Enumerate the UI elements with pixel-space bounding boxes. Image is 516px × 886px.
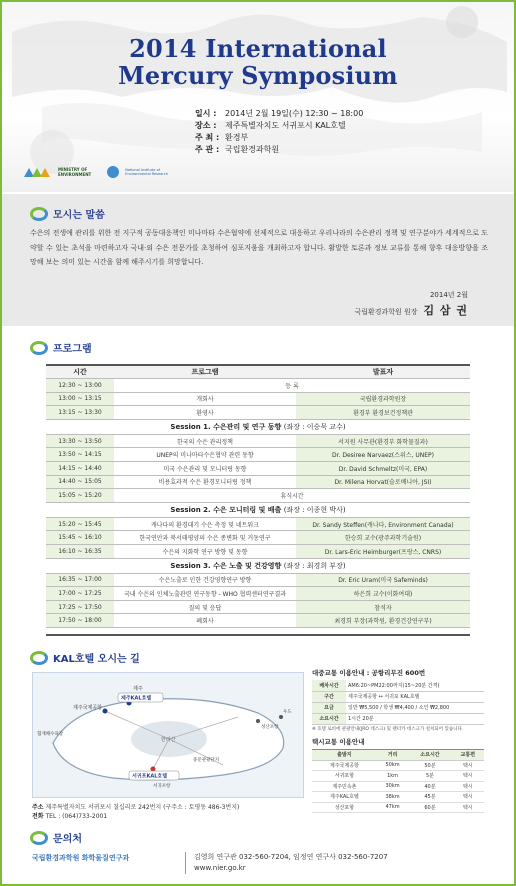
taxi-table [312, 749, 484, 814]
map-label-airport: 제주국제공항 [73, 705, 102, 711]
title-line-2: Mercury Symposium [118, 61, 398, 90]
session-title [46, 558, 470, 573]
cell-program: 질의 및 응답 [114, 600, 296, 614]
program-body [46, 379, 470, 628]
program-heading [30, 340, 92, 355]
cell-time: 16:35 ~ 17:00 [46, 573, 114, 587]
taxi-cell: 성산포항 [312, 802, 377, 813]
world-map-background [2, 2, 514, 192]
taxi-cell: 50km [377, 760, 409, 771]
cell-time: 13:30 ~ 13:50 [46, 434, 114, 448]
session-name: Session 1. 수은관리 및 연구 동향 [170, 422, 282, 431]
date-label: 일시 : [195, 109, 217, 118]
jeju-map [32, 672, 304, 798]
cell-program: 개회사 [114, 392, 296, 406]
cell-time: 15:20 ~ 15:45 [46, 517, 114, 531]
table-row [46, 448, 470, 462]
taxi-cell: 60분 [408, 802, 451, 813]
ministry-logo-icon [22, 165, 52, 179]
bus-value: 1시간 20분 [346, 713, 484, 724]
table-row [46, 462, 470, 476]
bus-key: 구간 [312, 691, 346, 702]
program-title: 프로그램 [53, 344, 92, 355]
cell-program: 폐회사 [114, 614, 296, 628]
session-chair: (좌장 : 이승묵 교수) [283, 422, 346, 431]
bus-value: 제주국제공항 ↔ 서귀포 KAL호텔 [346, 691, 484, 702]
section-ring-icon [30, 207, 48, 221]
table-row [46, 573, 470, 587]
signer-name: 김 삼 권 [423, 304, 468, 317]
session-name: Session 3. 수은 노출 및 건강영향 [170, 561, 282, 570]
address-value: 제주특별자치도 서귀포시 칠십리로 242번지 (구주소 : 토평동 486-3번지) [45, 804, 240, 811]
map-label-kal-jeju: 제주KAL호텔 [121, 695, 152, 702]
cell-speaker: Dr. Milena Horvat(슬로베니아, JSI) [296, 475, 470, 489]
session-title [46, 502, 470, 517]
taxi-cell: 제주국제공항 [312, 760, 377, 771]
taxi-cell: 택시 [452, 771, 484, 782]
place-value: 제주특별자치도 서귀포시 KAL호텔 [225, 121, 346, 130]
section-ring-icon [30, 831, 48, 845]
section-ring-icon [30, 341, 48, 355]
taxi-cell: 45분 [408, 792, 451, 803]
table-row [46, 614, 470, 628]
map-label-jeju: 제주 [133, 686, 143, 692]
taxi-cell: 서귀포항 [312, 771, 377, 782]
signer-role: 국립환경과학원 원장 [354, 308, 418, 316]
table-row [46, 434, 470, 448]
bus-key: 소요시간 [312, 713, 346, 724]
cell-speaker: Dr. Sandy Steffen(캐나다, Environment Canada) [296, 517, 470, 531]
cell-program: 한국연안과 북서태평양의 수은 종변화 및 거동연구 [114, 531, 296, 545]
taxi-cell: 제주민속촌 [312, 781, 377, 792]
cell-time: 17:00 ~ 17:25 [46, 587, 114, 601]
table-row [46, 531, 470, 545]
table-row [46, 392, 470, 406]
table-row [46, 600, 470, 614]
table-row [46, 379, 470, 393]
taxi-row [312, 792, 484, 803]
session-title [46, 419, 470, 434]
cell-program: 캐나다의 환경대기 수은 측정 및 네트워크 [114, 517, 296, 531]
cell-speaker: 환경부 환경보건정책관 [296, 406, 470, 420]
place-label: 장소 : [195, 121, 217, 130]
cell-program: 환영사 [114, 406, 296, 420]
map-label-center: 한라산 [161, 737, 176, 743]
bus-row [312, 713, 484, 724]
table-row [46, 587, 470, 601]
map-label-udo: 우도 [283, 710, 292, 715]
header-time: 시간 [46, 365, 114, 379]
cell-time: 14:40 ~ 15:05 [46, 475, 114, 489]
table-row [46, 517, 470, 531]
address-label: 주소 [32, 804, 44, 811]
cell-time: 17:25 ~ 17:50 [46, 600, 114, 614]
taxi-header-transport: 교통편 [452, 749, 484, 760]
cell-time: 15:05 ~ 15:20 [46, 489, 114, 503]
host-value: 환경부 [225, 133, 249, 142]
program-header-row [46, 365, 470, 379]
session-row [46, 419, 470, 434]
contact-phones: 김영희 연구관 032-560-7204, 임정연 연구사 032-560-7207 [194, 853, 388, 861]
cell-speaker: 최경희 부장(과학원, 환경건강연구부) [296, 614, 470, 628]
contact-info [32, 852, 492, 874]
header-program: 프로그램 [114, 365, 296, 379]
table-row [46, 545, 470, 559]
phone-value: TEL : (064)733-2001 [45, 813, 108, 820]
cell-program: 휴식시간 [114, 489, 470, 503]
cell-speaker: Dr. Lars-Eric Heimburger(프랑스, CNRS) [296, 545, 470, 559]
session-row [46, 558, 470, 573]
session-chair: (좌장 : 이종현 박사) [283, 505, 346, 514]
taxi-cell: 40분 [408, 781, 451, 792]
contact-heading [30, 830, 82, 845]
header-banner [2, 2, 514, 192]
bus-row [312, 702, 484, 713]
bus-key: 요금 [312, 702, 346, 713]
section-ring-icon [30, 651, 48, 665]
event-info [195, 108, 363, 156]
organizer-label: 주 관 : [195, 145, 220, 154]
divider [185, 852, 186, 874]
bus-value: 일반 ₩5,500 / 학생 ₩4,400 / 소인 ₩2,800 [346, 702, 484, 713]
title-line-1: 2014 International [129, 34, 387, 63]
taxi-cell: 38km [377, 792, 409, 803]
bus-value: AM6:20~PM22:00까지(15~20분 간격) [346, 680, 484, 691]
taxi-cell: 50분 [408, 760, 451, 771]
cell-speaker: Dr. Desiree Narvaez(스위스, UNEP) [296, 448, 470, 462]
cell-program: UNEP의 미나마타수은협약 관련 동향 [114, 448, 296, 462]
taxi-row [312, 781, 484, 792]
bus-note: ※ 호텔 로비에 관광안내(JRO 데스크) 및 렌터카 데스크가 설치되어 있습니다. [312, 726, 464, 732]
taxi-cell: 47km [377, 802, 409, 813]
greeting-heading [30, 206, 105, 221]
greeting-body: 수은의 전생애 관리를 위한 전 지구적 공동대응책인 미나마타 수은협약에 선제적으로 대응하고 우리나라의 수은관리 정책 및 연구분야가 세계적으로 도약할 수 있는 초석을 마련하고자 국내·외 수은 전문가를 초청하여 심포지움을 개최하고자 합니다. 활발한 토론과 정보 교류를 통해 향후 대응방향을 조망해 보는 의미 있는 시간을 함께 해주시기를 희망합니다. [30, 229, 488, 266]
organizer-value: 국립환경과학원 [225, 145, 280, 154]
cell-speaker: 서지원 사무관(환경부 화학물질과) [296, 434, 470, 448]
cell-time: 15:45 ~ 16:10 [46, 531, 114, 545]
cell-time: 13:50 ~ 14:15 [46, 448, 114, 462]
taxi-header-distance: 거리 [377, 749, 409, 760]
table-row [46, 475, 470, 489]
taxi-cell: 1km [377, 771, 409, 782]
jeju-island-icon [33, 673, 305, 799]
bus-key: 배차시간 [312, 680, 346, 691]
program-bottom-rule [46, 634, 470, 636]
taxi-row [312, 771, 484, 782]
taxi-cell: 5분 [408, 771, 451, 782]
session-row [46, 502, 470, 517]
cell-speaker: 참석자 [296, 600, 470, 614]
cell-program: 수은의 지화학 연구 방향 및 동향 [114, 545, 296, 559]
hotel-address [32, 803, 239, 821]
taxi-header-duration: 소요시간 [408, 749, 451, 760]
cell-speaker: Dr. Eric Uram(미국 Safeminds) [296, 573, 470, 587]
cell-program: 미국 수은관리 및 모니터링 동향 [114, 462, 296, 476]
date-value: 2014년 2월 19일(수) 12:30 ~ 18:00 [225, 109, 364, 118]
cell-speaker: Dr. David Schmeltz(미국, EPA) [296, 462, 470, 476]
signature [300, 302, 468, 318]
contact-org: 국립환경과학원 화학물질연구과 [32, 854, 130, 862]
cell-time: 17:50 ~ 18:00 [46, 614, 114, 628]
cell-speaker: 한승희 교수(광주과학기술원) [296, 531, 470, 545]
cell-time: 14:15 ~ 14:40 [46, 462, 114, 476]
taxi-cell: 30km [377, 781, 409, 792]
host-label: 주 최 : [195, 133, 220, 142]
table-row [46, 489, 470, 503]
greeting-date: 2014년 2월 [429, 291, 468, 299]
cell-time: 12:30 ~ 13:00 [46, 379, 114, 393]
cell-time: 13:15 ~ 13:30 [46, 406, 114, 420]
phone-label: 전화 [32, 813, 44, 820]
taxi-cell: 택시 [452, 760, 484, 771]
nier-logo-text: National Institute of Environmental Research [125, 167, 168, 176]
cell-program: 수은노출로 인한 건강영향연구 방향 [114, 573, 296, 587]
cell-speaker: 국립환경과학원장 [296, 392, 470, 406]
taxi-row [312, 802, 484, 813]
header-speaker: 발표자 [296, 365, 470, 379]
logos [22, 165, 168, 179]
cell-program: 등 록 [114, 379, 470, 393]
cell-program: 국내 수은의 인체노출관련 연구동향 - WHO 협력센터연구결과 [114, 587, 296, 601]
map-label-seogwipo: 서귀포항 [153, 784, 171, 789]
table-row [46, 406, 470, 420]
cell-time: 16:10 ~ 16:35 [46, 545, 114, 559]
taxi-header-origin: 출발지 [312, 749, 377, 760]
bus-title: 대중교통 이용안내 : 공항리무진 600번 [312, 669, 426, 677]
map-label-seongsan: 성산포항 [261, 725, 279, 730]
session-chair: (좌장 : 최경희 부장) [283, 561, 346, 570]
hotel-heading [30, 650, 140, 665]
bus-row [312, 680, 484, 691]
cell-speaker: 하은희 교수(이화여대) [296, 587, 470, 601]
transport-info [312, 668, 484, 813]
taxi-cell: 택시 [452, 781, 484, 792]
cell-program: 비용효과적 수은 환경모니터링 정책 [114, 475, 296, 489]
taxi-cell: 택시 [452, 802, 484, 813]
ministry-logo-text: MINISTRY OF ENVIRONMENT [58, 167, 92, 177]
cell-program: 한국의 수은 관리정책 [114, 434, 296, 448]
contact-website[interactable]: www.nier.go.kr [194, 864, 246, 872]
taxi-row [312, 760, 484, 771]
bus-row [312, 691, 484, 702]
map-label-jungmun: 중문관광단지 [193, 758, 220, 763]
map-label-west: 협재해수욕장 [37, 732, 64, 737]
taxi-cell: 제주KAL호텔 [312, 792, 377, 803]
map-label-seogwipo-kal: 서귀포KAL호텔 [132, 773, 168, 780]
contact-title: 문의처 [53, 834, 82, 845]
session-name: Session 2. 수은 모니터링 및 배출 [170, 505, 282, 514]
nier-logo-icon [107, 166, 119, 178]
cell-time: 13:00 ~ 13:15 [46, 392, 114, 406]
bus-table [312, 680, 484, 725]
program-table [46, 364, 470, 628]
greeting-title: 모시는 말씀 [53, 210, 105, 221]
taxi-title: 택시교통 이용안내 [312, 737, 365, 746]
taxi-cell: 택시 [452, 792, 484, 803]
hotel-title: KAL호텔 오시는 길 [53, 654, 140, 665]
